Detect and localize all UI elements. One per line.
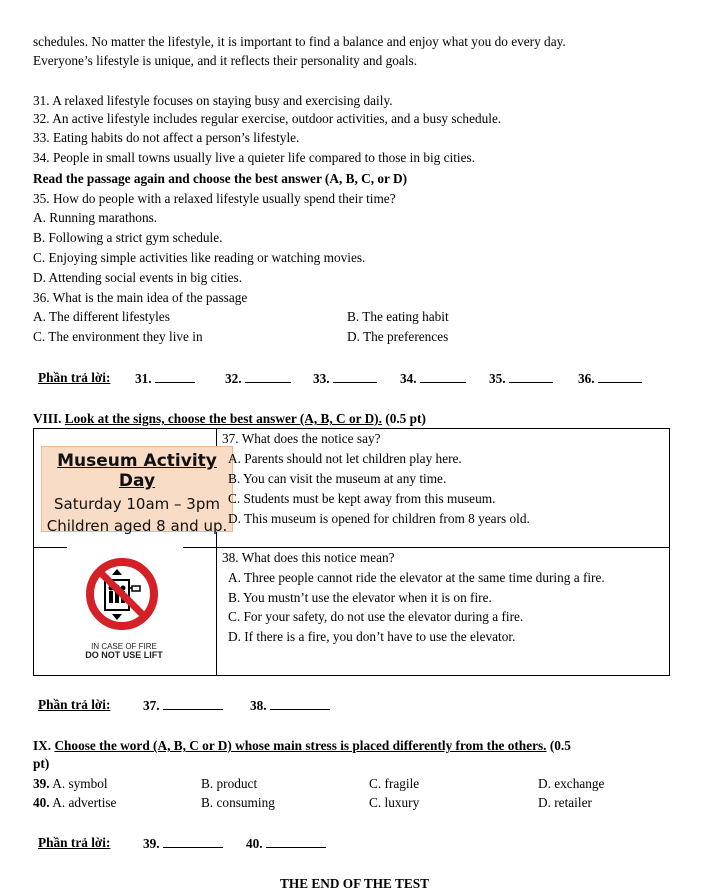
option-37a: A. Parents should not let children play here.	[228, 451, 462, 466]
question-31: 31. A relaxed lifestyle focuses on staying busy and exercising daily.	[33, 93, 393, 108]
table-row-divider	[33, 547, 67, 548]
option-39b: B. product	[201, 776, 258, 791]
table-row-divider	[216, 547, 669, 548]
question-37: 37. What does the notice say?	[222, 431, 381, 446]
option-38b: B. You mustn’t use the elevator when it is on fire.	[228, 590, 492, 605]
passage-line: schedules. No matter the lifestyle, it is important to find a balance and enjoy what you do every day.	[33, 34, 566, 49]
section-9-points: pt)	[33, 756, 50, 771]
answer-36[interactable]: 36.	[578, 370, 642, 387]
option-35b: B. Following a strict gym schedule.	[33, 230, 223, 245]
option-35d: D. Attending social events in big cities.	[33, 270, 243, 285]
question-36: 36. What is the main idea of the passage	[33, 290, 248, 305]
option-39c: C. fragile	[369, 776, 420, 791]
fire-sign-line1: IN CASE OF FIRE	[91, 642, 157, 651]
mc-instruction: Read the passage again and choose the best answer (A, B, C, or D)	[33, 171, 408, 186]
question-35: 35. How do people with a relaxed lifestyle usually spend their time?	[33, 191, 396, 206]
sign-time: Saturday 10am – 3pm	[54, 495, 220, 513]
answer-label: Phần trả lời:	[38, 697, 111, 712]
answer-38[interactable]: 38.	[250, 697, 330, 714]
museum-sign	[41, 446, 233, 535]
answer-32[interactable]: 32.	[225, 370, 291, 387]
option-40c: C. luxury	[369, 795, 420, 810]
question-32: 32. An active lifestyle includes regular exercise, outdoor activities, and a busy schedule.	[33, 111, 502, 126]
fire-sign-line2: DO NOT USE LIFT	[85, 650, 163, 660]
answer-40[interactable]: 40.	[246, 835, 326, 852]
question-40: 40. A. advertise	[33, 795, 117, 810]
option-36c: C. The environment they live in	[33, 329, 203, 344]
option-36a: A. The different lifestyles	[33, 309, 170, 324]
option-40b: B. consuming	[201, 795, 275, 810]
option-40d: D. retailer	[538, 795, 592, 810]
option-37d: D. This museum is opened for children from 8 years old.	[228, 511, 530, 526]
option-38a: A. Three people cannot ride the elevator at the same time during a fire.	[228, 570, 605, 585]
option-35c: C. Enjoying simple activities like reading or watching movies.	[33, 250, 366, 265]
option-39d: D. exchange	[538, 776, 605, 791]
no-lift-sign-icon	[84, 556, 160, 632]
sign-title: Museum Activity Day	[57, 451, 217, 491]
end-of-test: THE END OF THE TEST	[279, 876, 430, 891]
answer-31[interactable]: 31.	[135, 370, 195, 387]
answer-37[interactable]: 37.	[143, 697, 223, 714]
answer-34[interactable]: 34.	[400, 370, 466, 387]
sign-age: Children aged 8 and up.	[46, 517, 228, 535]
question-34: 34. People in small towns usually live a quieter life compared to those in big cities.	[33, 150, 476, 165]
option-36d: D. The preferences	[347, 329, 449, 344]
question-38: 38. What does this notice mean?	[222, 550, 395, 565]
option-35a: A. Running marathons.	[33, 210, 158, 225]
answer-label: Phần trả lời:	[38, 835, 111, 850]
question-39: 39. A. symbol	[33, 776, 108, 791]
answer-label: Phần trả lời:	[38, 370, 111, 385]
answer-35[interactable]: 35.	[489, 370, 553, 387]
option-37b: B. You can visit the museum at any time.	[228, 471, 447, 486]
answer-33[interactable]: 33.	[313, 370, 377, 387]
section-8-heading: VIII. Look at the signs, choose the best answer (A, B, C or D). (0.5 pt)	[33, 411, 426, 426]
passage-line: Everyone’s lifestyle is unique, and it reflects their personality and goals.	[33, 53, 418, 68]
option-38d: D. If there is a fire, you don’t have to use the elevator.	[228, 629, 516, 644]
answer-39[interactable]: 39.	[143, 835, 223, 852]
option-37c: C. Students must be kept away from this museum.	[228, 491, 496, 506]
question-33: 33. Eating habits do not affect a person’s lifestyle.	[33, 130, 300, 145]
section-9-heading: IX. Choose the word (A, B, C or D) whose main stress is placed differently from the others. (0.5	[33, 738, 571, 753]
option-38c: C. For your safety, do not use the elevator during a fire.	[228, 609, 524, 624]
table-row-divider	[183, 547, 216, 548]
option-36b: B. The eating habit	[347, 309, 449, 324]
